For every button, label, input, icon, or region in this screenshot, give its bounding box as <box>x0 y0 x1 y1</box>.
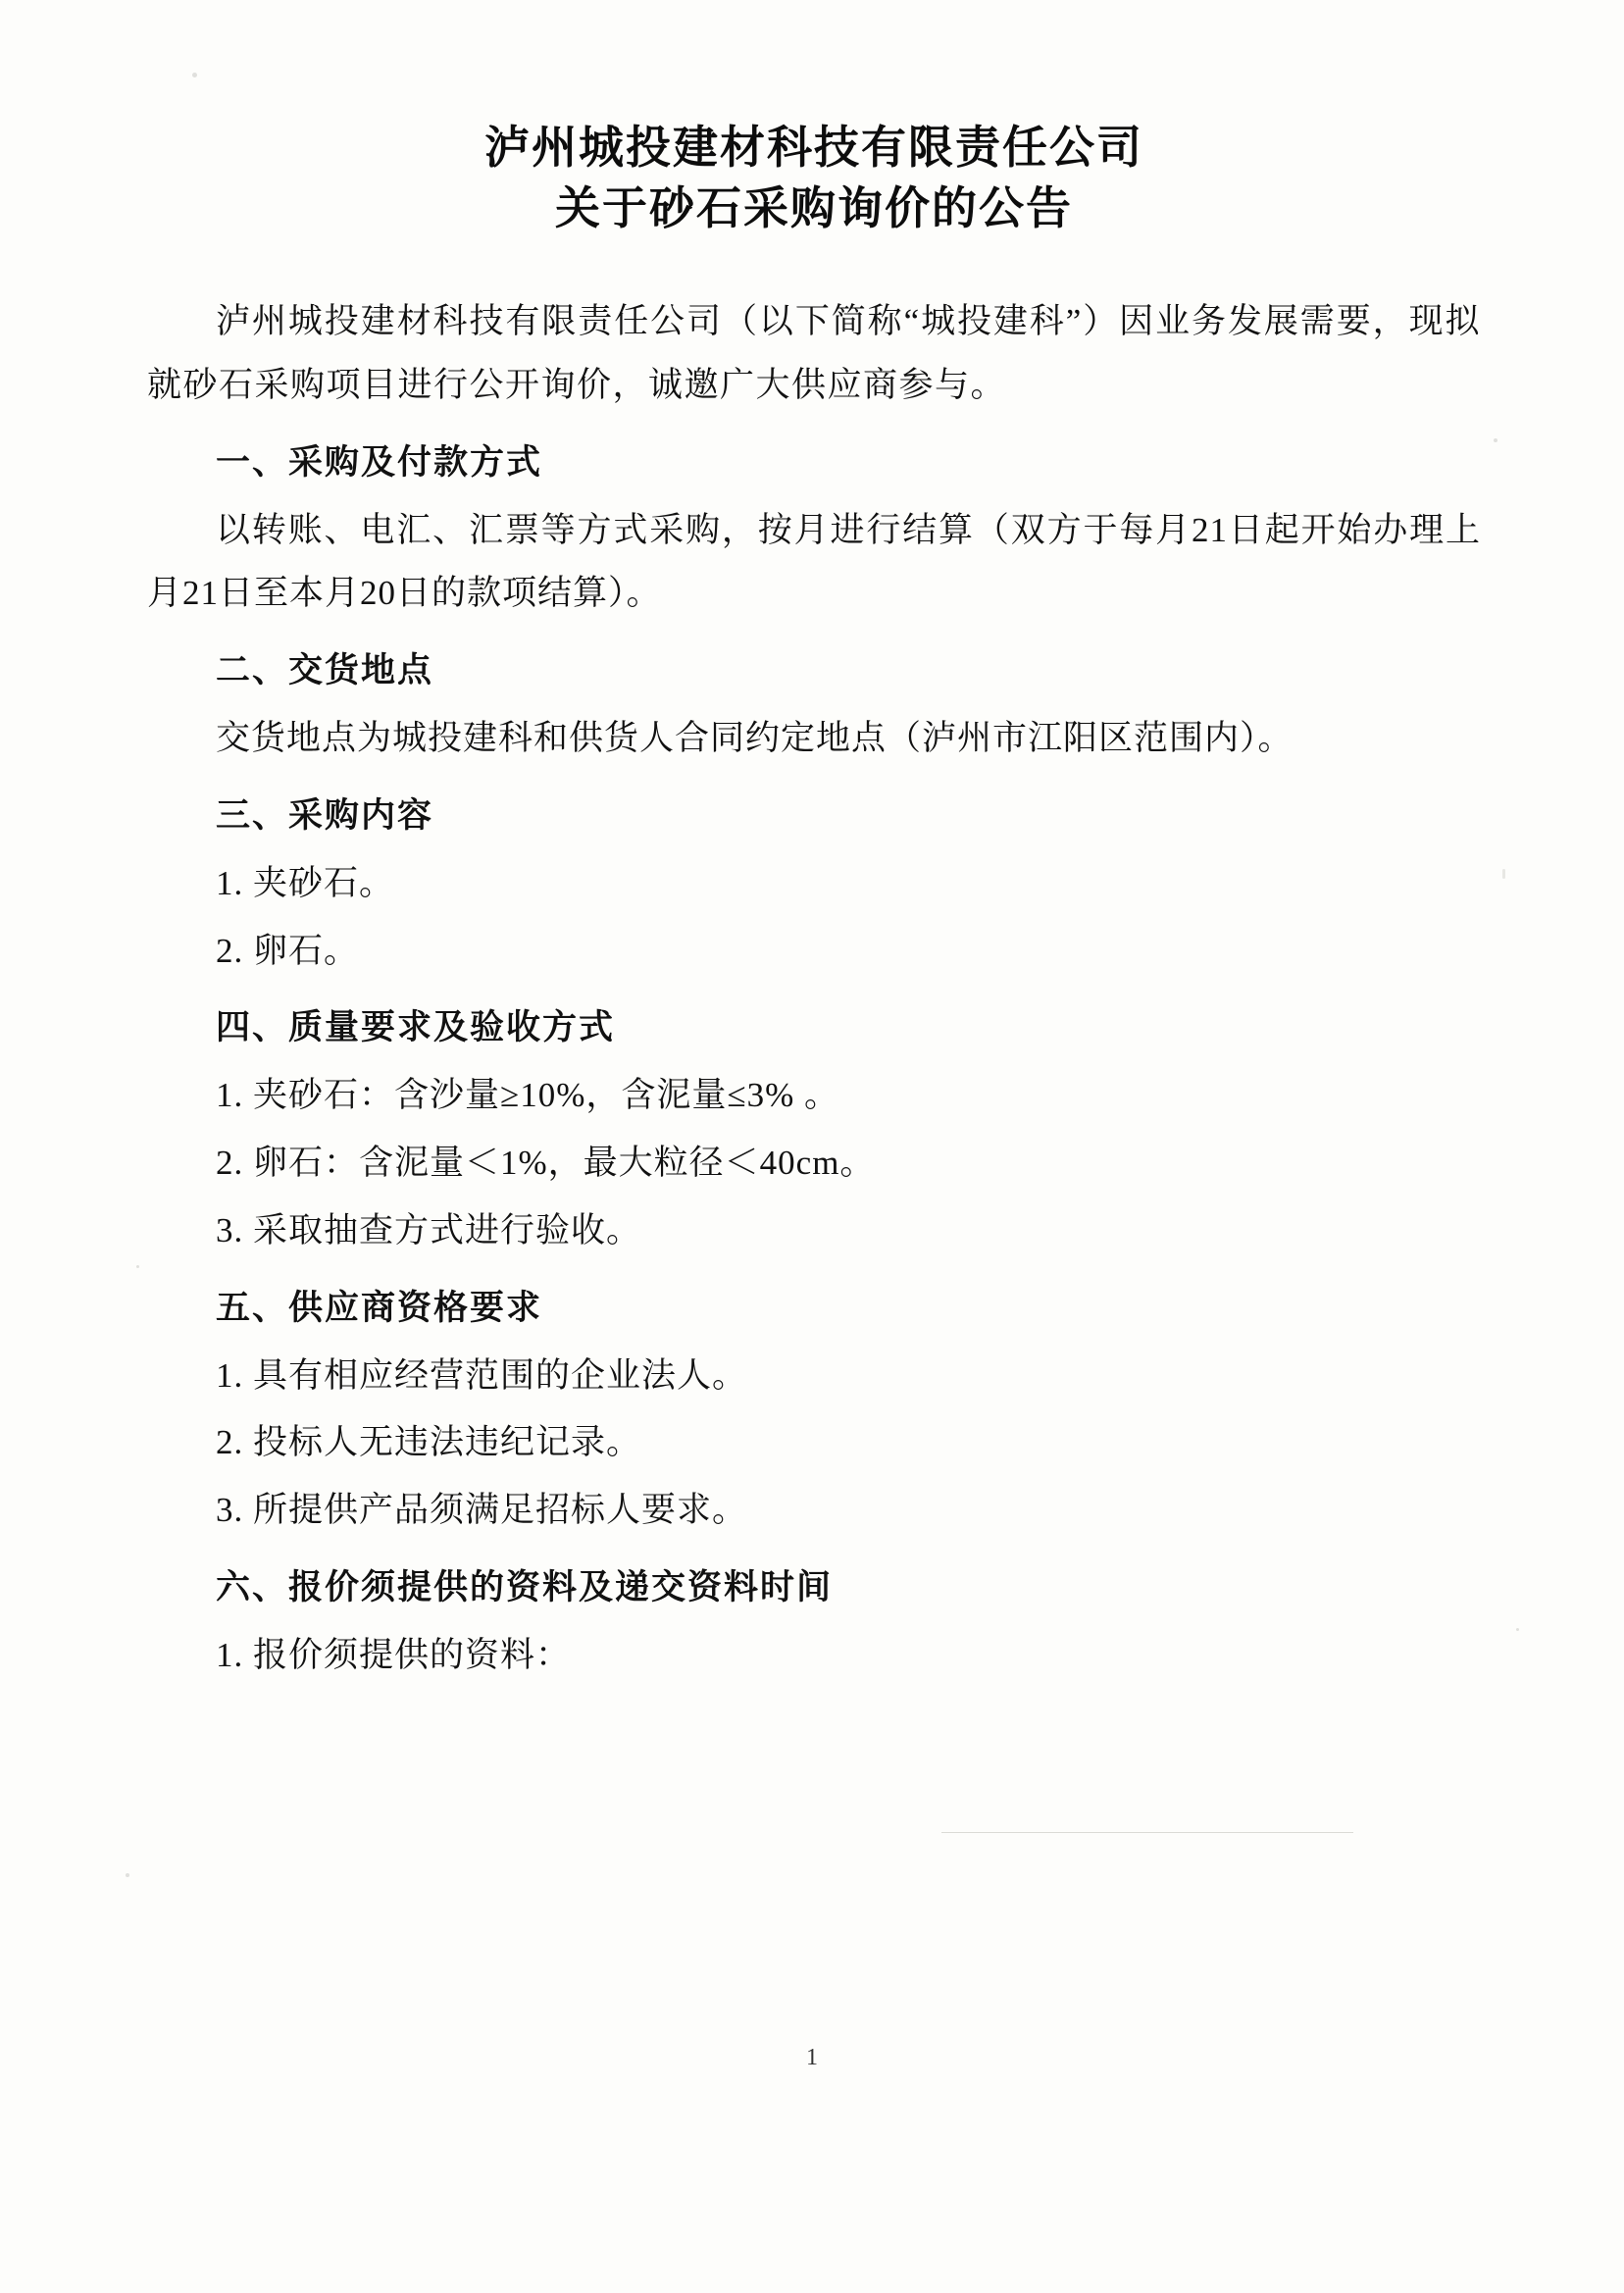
section-5-item-3: 3. 所提供产品须满足招标人要求。 <box>216 1491 748 1530</box>
section-3-item-2: 2. 卵石。 <box>216 931 360 970</box>
section-heading-2: 二、交货地点 <box>216 651 434 690</box>
document-content <box>147 290 1481 1688</box>
scan-speck <box>136 1265 139 1268</box>
title-line-1: 泸州城投建材科技有限责任公司 <box>484 123 1143 173</box>
section-4-item-1: 1. 夹砂石：含沙量≥10%，含泥量≤3% 。 <box>216 1076 839 1115</box>
section-heading-6: 六、报价须提供的资料及递交资料时间 <box>216 1567 834 1606</box>
section-1-item-1: 以转账、电汇、汇票等方式采购，按月进行结算（双方于每月21日起开始办理上月21日至本月20日的款项结算）。 <box>147 510 1481 613</box>
section-2-item-1: 交货地点为城投建科和供货人合同约定地点（泸州市江阳区范围内）。 <box>216 719 1294 758</box>
scan-speck <box>192 73 197 77</box>
page-title <box>147 118 1481 239</box>
scan-speck <box>1502 869 1505 879</box>
section-heading-3: 三、采购内容 <box>216 795 434 835</box>
scan-speck <box>1516 1628 1519 1631</box>
intro-paragraph: 泸州城投建材科技有限责任公司（以下简称“城投建科”）因业务发展需要，现拟就砂石采购项目进行公开询价，诚邀广大供应商参与。 <box>147 302 1481 404</box>
section-heading-5: 五、供应商资格要求 <box>216 1288 543 1327</box>
title-line-2: 关于砂石采购询价的公告 <box>555 183 1073 234</box>
section-4-item-2: 2. 卵石：含泥量＜1%，最大粒径＜40cm。 <box>216 1144 876 1183</box>
scan-speck <box>1494 438 1497 442</box>
section-5-item-1: 1. 具有相应经营范围的企业法人。 <box>216 1355 748 1395</box>
scan-speck <box>126 1873 129 1877</box>
page-number: 1 <box>806 2045 818 2070</box>
section-3-item-1: 1. 夹砂石。 <box>216 863 395 902</box>
section-heading-4: 四、质量要求及验收方式 <box>216 1008 616 1047</box>
section-4-item-3: 3. 采取抽查方式进行验收。 <box>216 1210 642 1249</box>
section-heading-1: 一、采购及付款方式 <box>216 442 543 482</box>
document-body <box>147 118 1481 2128</box>
section-5-item-2: 2. 投标人无违法违纪记录。 <box>216 1423 642 1462</box>
section-6-item-1: 1. 报价须提供的资料： <box>216 1635 572 1674</box>
